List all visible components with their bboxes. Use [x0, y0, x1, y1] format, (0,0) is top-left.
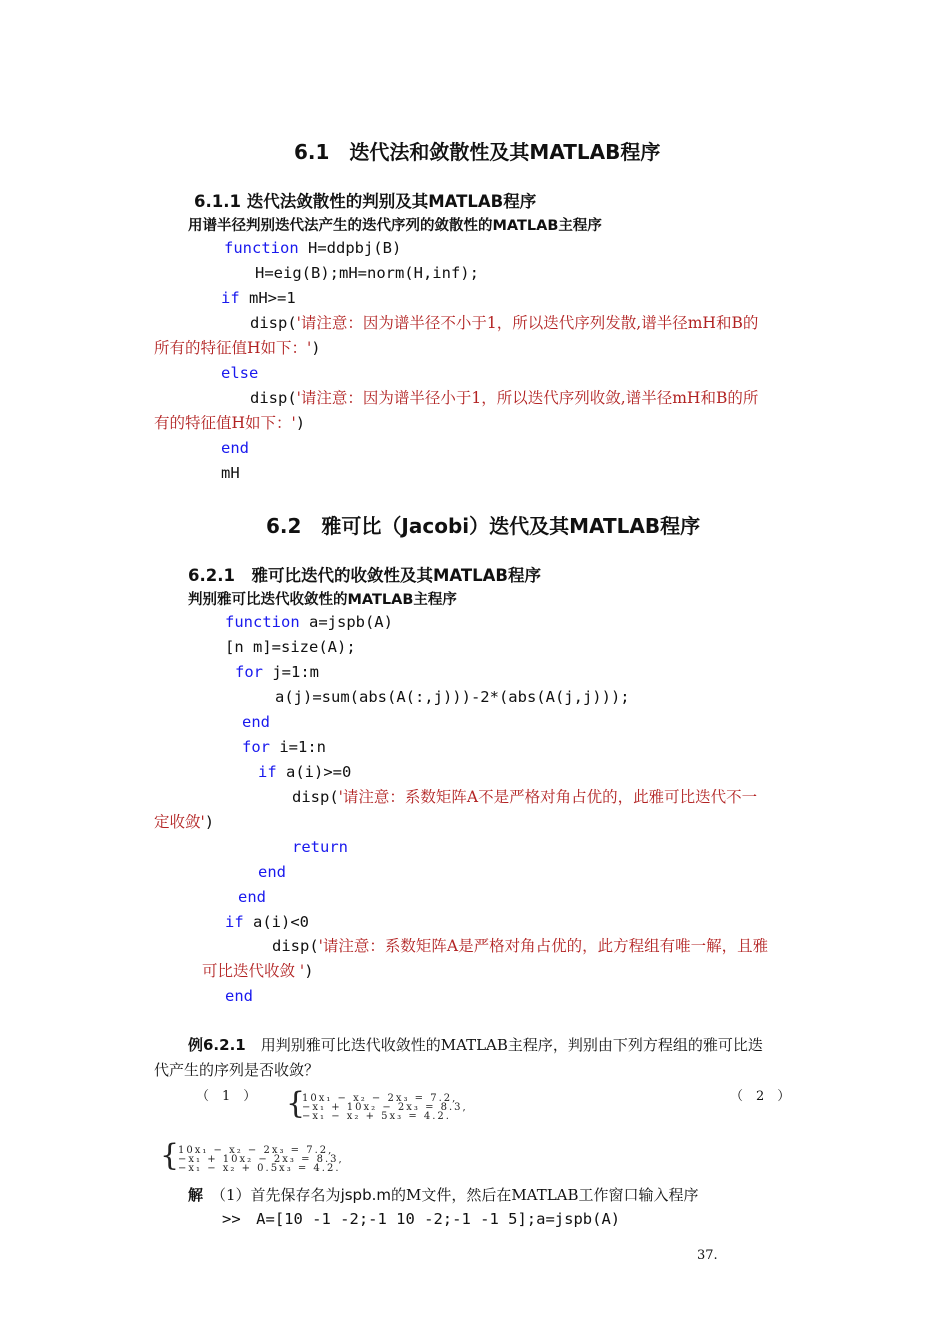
equation-row: −x₁ − x₂ + 0.5x₃ = 4.2. — [178, 1163, 341, 1174]
keyword: function — [224, 239, 299, 257]
string-literal: '请注意：系数矩阵A不是严格对角占优的，此雅可比迭代不一 — [338, 788, 758, 806]
solution-text: （1）首先保存名为 — [211, 1186, 341, 1204]
code-line — [242, 735, 326, 760]
string-literal: '请注意：因为谱半径不小于1，所以迭代序列发散,谱半径mH和B的 — [296, 314, 759, 332]
code-text: ) — [311, 339, 321, 357]
equation-brace: { — [160, 1138, 180, 1173]
code-text: disp( — [272, 937, 319, 955]
code-line — [258, 760, 351, 785]
code-text: disp( — [250, 314, 297, 332]
matlab-command: >> A=[10 -1 -2;-1 10 -2;-1 -1 5];a=jspb(A) — [222, 1210, 621, 1228]
code-text: ) — [204, 813, 215, 831]
code-line: return — [292, 838, 348, 856]
example-paragraph-line-1 — [188, 1033, 763, 1058]
code-line: end — [225, 987, 253, 1005]
code-line: [n m]=size(A); — [225, 638, 356, 656]
program-description-6-1: 用谱半径判别迭代法产生的迭代序列的敛散性的MATLAB主程序 — [188, 218, 602, 234]
code-line — [154, 336, 321, 361]
code-line — [250, 311, 758, 336]
string-literal: '请注意：系数矩阵A是严格对角占优的，此方程组有唯一解，且雅 — [318, 937, 769, 955]
code-text: i=1:n — [270, 738, 326, 756]
code-line: end — [221, 439, 249, 457]
code-line: end — [258, 863, 286, 881]
code-text: disp( — [250, 389, 297, 407]
code-line: end — [242, 713, 270, 731]
code-line — [221, 286, 296, 311]
code-line — [225, 910, 309, 935]
keyword: if — [258, 763, 277, 781]
equation-row: 10x₁ − x₂ − 2x₃ = 7.2, — [302, 1093, 458, 1104]
example-paragraph-line-2: 代产生的序列是否收敛？ — [154, 1061, 320, 1079]
code-line — [202, 959, 314, 984]
equation-row: −x₁ − x₂ + 5x₃ = 4.2. — [302, 1111, 451, 1122]
file-name: jspb.m — [340, 1186, 391, 1204]
solution-text: 的M文件，然后在MATLAB工作窗口输入程序 — [390, 1186, 699, 1204]
code-text: ) — [304, 962, 314, 980]
equation-brace: { — [286, 1086, 306, 1121]
code-line: H=eig(B);mH=norm(H,inf); — [255, 264, 479, 282]
code-text: j=1:m — [263, 663, 319, 681]
solution-line — [188, 1183, 699, 1208]
code-text: a(i)<0 — [243, 913, 309, 931]
section-title-6-2: 6.2 雅可比（Jacobi）迭代及其MATLAB程序 — [266, 514, 701, 538]
solution-label: 解 — [188, 1186, 204, 1204]
code-line — [250, 386, 758, 411]
part-1-label: （ 1 ） — [196, 1089, 257, 1104]
keyword: for — [242, 738, 270, 756]
string-literal: 所有的特征值H如下：' — [154, 339, 312, 357]
part-2-label: （ 2 ） — [730, 1089, 791, 1104]
code-line: a(j)=sum(abs(A(:,j)))-2*(abs(A(j,j))); — [275, 688, 630, 706]
section-title-6-1: 6.1 迭代法和敛散性及其MATLAB程序 — [294, 140, 661, 164]
example-text: 用判别雅可比迭代收敛性的MATLAB主程序，判别由下列方程组的雅可比迭 — [245, 1036, 763, 1054]
code-line — [225, 610, 393, 635]
code-line — [154, 810, 214, 835]
page-number: 37. — [697, 1248, 718, 1263]
code-line — [272, 934, 768, 959]
subsection-title-6-1-1: 6.1.1 迭代法敛散性的判别及其MATLAB程序 — [194, 192, 537, 211]
code-text: H=ddpbj(B) — [298, 239, 402, 257]
keyword: for — [235, 663, 263, 681]
keyword: function — [225, 613, 300, 631]
code-text: a(i)>=0 — [276, 763, 352, 781]
code-line — [224, 236, 401, 261]
code-line: else — [221, 364, 259, 382]
code-line: mH — [221, 464, 240, 482]
code-line — [292, 785, 757, 810]
code-line: end — [238, 888, 266, 906]
equation-row: 10x₁ − x₂ − 2x₃ = 7.2, — [178, 1145, 334, 1156]
equation-row: −x₁ + 10x₂ − 2x₃ = 8.3, — [178, 1154, 344, 1165]
equation-row: −x₁ + 10x₂ − 2x₃ = 8.3, — [302, 1102, 468, 1113]
equation-system-2 — [178, 1146, 344, 1173]
subsection-title-6-2-1: 6.2.1 雅可比迭代的收敛性及其MATLAB程序 — [188, 566, 542, 585]
code-text: a=jspb(A) — [299, 613, 393, 631]
code-line — [235, 660, 319, 685]
code-line — [154, 411, 305, 436]
code-text: mH>=1 — [239, 289, 296, 307]
code-text: ) — [295, 414, 306, 432]
string-literal: '请注意：因为谱半径小于1，所以迭代序列收敛,谱半径mH和B的所 — [296, 389, 759, 407]
keyword: if — [221, 289, 240, 307]
program-description-6-2: 判别雅可比迭代收敛性的MATLAB主程序 — [188, 592, 457, 608]
equation-system-1 — [302, 1094, 468, 1121]
string-literal: 有的特征值H如下：' — [154, 414, 296, 432]
string-literal: 可比迭代收敛 ' — [202, 962, 305, 980]
keyword: if — [225, 913, 244, 931]
code-text: disp( — [292, 788, 339, 806]
string-literal: 定收敛' — [154, 813, 205, 831]
example-label: 例6.2.1 — [188, 1036, 246, 1054]
